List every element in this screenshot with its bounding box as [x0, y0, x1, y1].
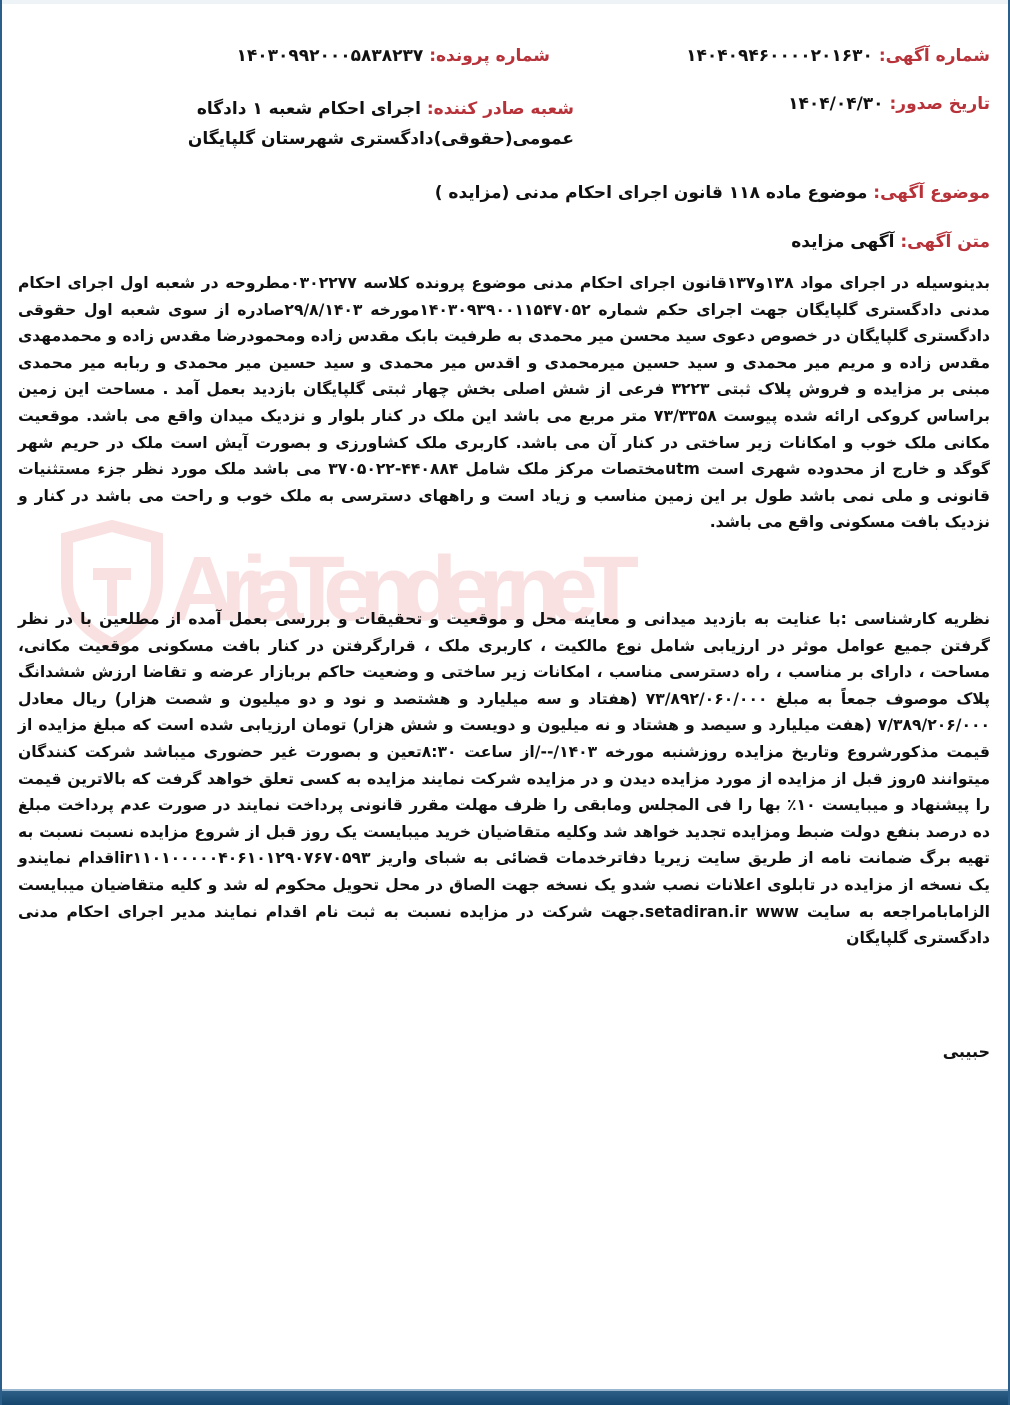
notice-paragraph-1: بدینوسیله در اجرای مواد ۱۳۸و۱۳۷قانون اجرای احکام مدنی موضوع پرونده کلاسه ۰۳۰۲۲۷۷مطروحه در شعبه اول اجرای احکام مدنی دادگستری گلپایگان جهت اجرای حکم شماره ۱۴۰۳۰۹۳۹۰۰۱۱۵۴۷۰۵۲مورخه ۲۹/۸/۱۴۰۳صادره از سوی شعبه اول حقوقی دادگستری گلپایگان در خصوص دعوی سید محسن میر محمدی به طرفیت بابک مقدس زاده ومحمودرضا مقدس زاده و محمدمهدی مقدس زاده و مریم میر محمدی و سید حسین میرمحمدی و اقدس میر محمدی و سید حسین میر محمدی و ربابه میر محمدی مبنی بر مزایده و فروش پلاک ثبتی ۳۲۲۳ فرعی از شش اصلی بخش چهار ثبتی گلپایگان بازدید بعمل آمد . مساحت این زمین براساس کروکی ارائه شده پیوست ۷۳/۳۳۵۸ متر مربع می باشد این ملک در کنار بلوار و نزدیک میدان واقع می باشد. موقعیت مکانی ملک خوب و امکانات زیر ساختی در کنار آن می باشد. کاربری ملک کشاورزی و بصورت آیش است ملک در حریم شهر گوگد و خارج از محدوده شهری است utmمختصات مرکز ملک شامل ۴۴۰۸۸۴-۳۷۰۵۰۲۲ می باشد ملک مورد نظر جزء مستثنیات قانونی و ملی نمی باشد طول بر این زمین مناسب و زیاد است و راههای دسترسی به ملک خوب و راحت می باشد در کنار و نزدیک بافت مسکونی واقع می باشد.: [18, 274, 990, 532]
signature: حبیبی: [942, 1042, 990, 1061]
case-number-value: ۱۴۰۳۰۹۹۲۰۰۰۵۸۳۸۲۳۷: [236, 46, 424, 66]
top-strip: [2, 0, 1008, 4]
notice-text-label: متن آگهی:: [900, 232, 990, 252]
issue-date-value: ۱۴۰۴/۰۴/۳۰: [788, 94, 884, 114]
case-number-label: شماره پرونده:: [429, 46, 550, 66]
issuing-branch: [69, 94, 574, 154]
issuing-branch-value: اجرای احکام شعبه ۱ دادگاه عمومی(حقوقی)دادگستری شهرستان گلپایگان: [187, 99, 574, 149]
issue-date: [788, 94, 990, 114]
notice-subject: [435, 183, 990, 203]
notice-number: [686, 46, 990, 66]
notice-paragraph-2: نظریه کارشناسی :با عنایت به بازدید میدانی و معاینه محل و موقعیت و تحقیقات و بررسی بعمل آمده از مطلعین با در نظر گرفتن جمیع عوامل موثر در ارزیابی شامل نوع مالکیت ، کاربری ملک ، قرارگرفتن در کنار بافت مسکونی موقعیت مکانی، مساحت ، دارای بر مناسب ، راه دسترسی مناسب ، امکانات زیر ساختی و وضعیت حاکم بربازار عرضه و تقاضا ارزش ششدانگ پلاک موصوف جمعاً به مبلغ ۷۳/۸۹۲/۰۶۰/۰۰۰ (هفتاد و سه میلیارد و هشتصد و نود و دو میلیون و شصت هزار) ریال معادل ۷/۳۸۹/۲۰۶/۰۰۰ (هفت میلیارد و سیصد و هشتاد و نه میلیون و دویست و شش هزار) تومان ارزیابی شده است که مبلغ مزایده از قیمت مذکورشروع وتاریخ مزایده روزشنبه مورخه ۱۴۰۳/--/از ساعت ۸:۳۰تعین و بصورت غیر حضوری میباشد شرکت کنندگان میتوانند ۵روز قبل از مزایده از مورد مزایده دیدن و در مزایده شرکت نمایند مزایده به کسی تعلق خواهد گرفت که بالاترین قیمت را پیشنهاد و میبایست ۱۰٪ بها را فی المجلس ومابقی را ظرف مهلت مقرر قانونی پرداخت نمایند در صورت عدم پرداخت مبلغ ده درصد بنفع دولت ضبط ومزایده تجدید خواهد شد وکلیه متقاضیان خرید میبایست یک روز قبل از شروع مزایده نسبت نسبت به تهیه برگ ضمانت نامه از طریق سایت زیریا دفاترخدمات قضائی به شبای واریز ir۱۱۰۱۰۰۰۰۰۴۰۶۱۰۱۲۹۰۷۶۷۰۵۹۳اقدام نمایندو یک نسخه از مزایده در تابلوی اعلانات نصب شدو یک نسخه جهت الصاق در محل تحویل محکوم له شد و کلیه متقاضیان میبایست الزامابامراجعه به سایت setadiran.ir www.جهت شرکت در مزایده نسبت به ثبت نام اقدام نمایند مدیر اجرای احکام مدنی دادگستری گلپایگان: [18, 610, 991, 948]
case-number: [236, 46, 550, 66]
notice-number-value: ۱۴۰۴۰۹۴۶۰۰۰۰۲۰۱۶۳۰: [686, 46, 873, 66]
notice-subject-value: موضوع ماده ۱۱۸ قانون اجرای احکام مدنی (مزایده ): [434, 183, 868, 203]
notice-number-label: شماره آگهی:: [878, 46, 990, 66]
notice-text-heading: [791, 232, 990, 252]
watermark-text: AriaTender.neT: [169, 538, 639, 640]
notice-subject-label: موضوع آگهی:: [873, 183, 990, 203]
issuing-branch-label: شعبه صادر کننده:: [426, 99, 574, 119]
issue-date-label: تاریخ صدور:: [889, 94, 990, 114]
notice-text-title: آگهی مزایده: [791, 232, 895, 252]
bottom-bar: [2, 1391, 1008, 1405]
